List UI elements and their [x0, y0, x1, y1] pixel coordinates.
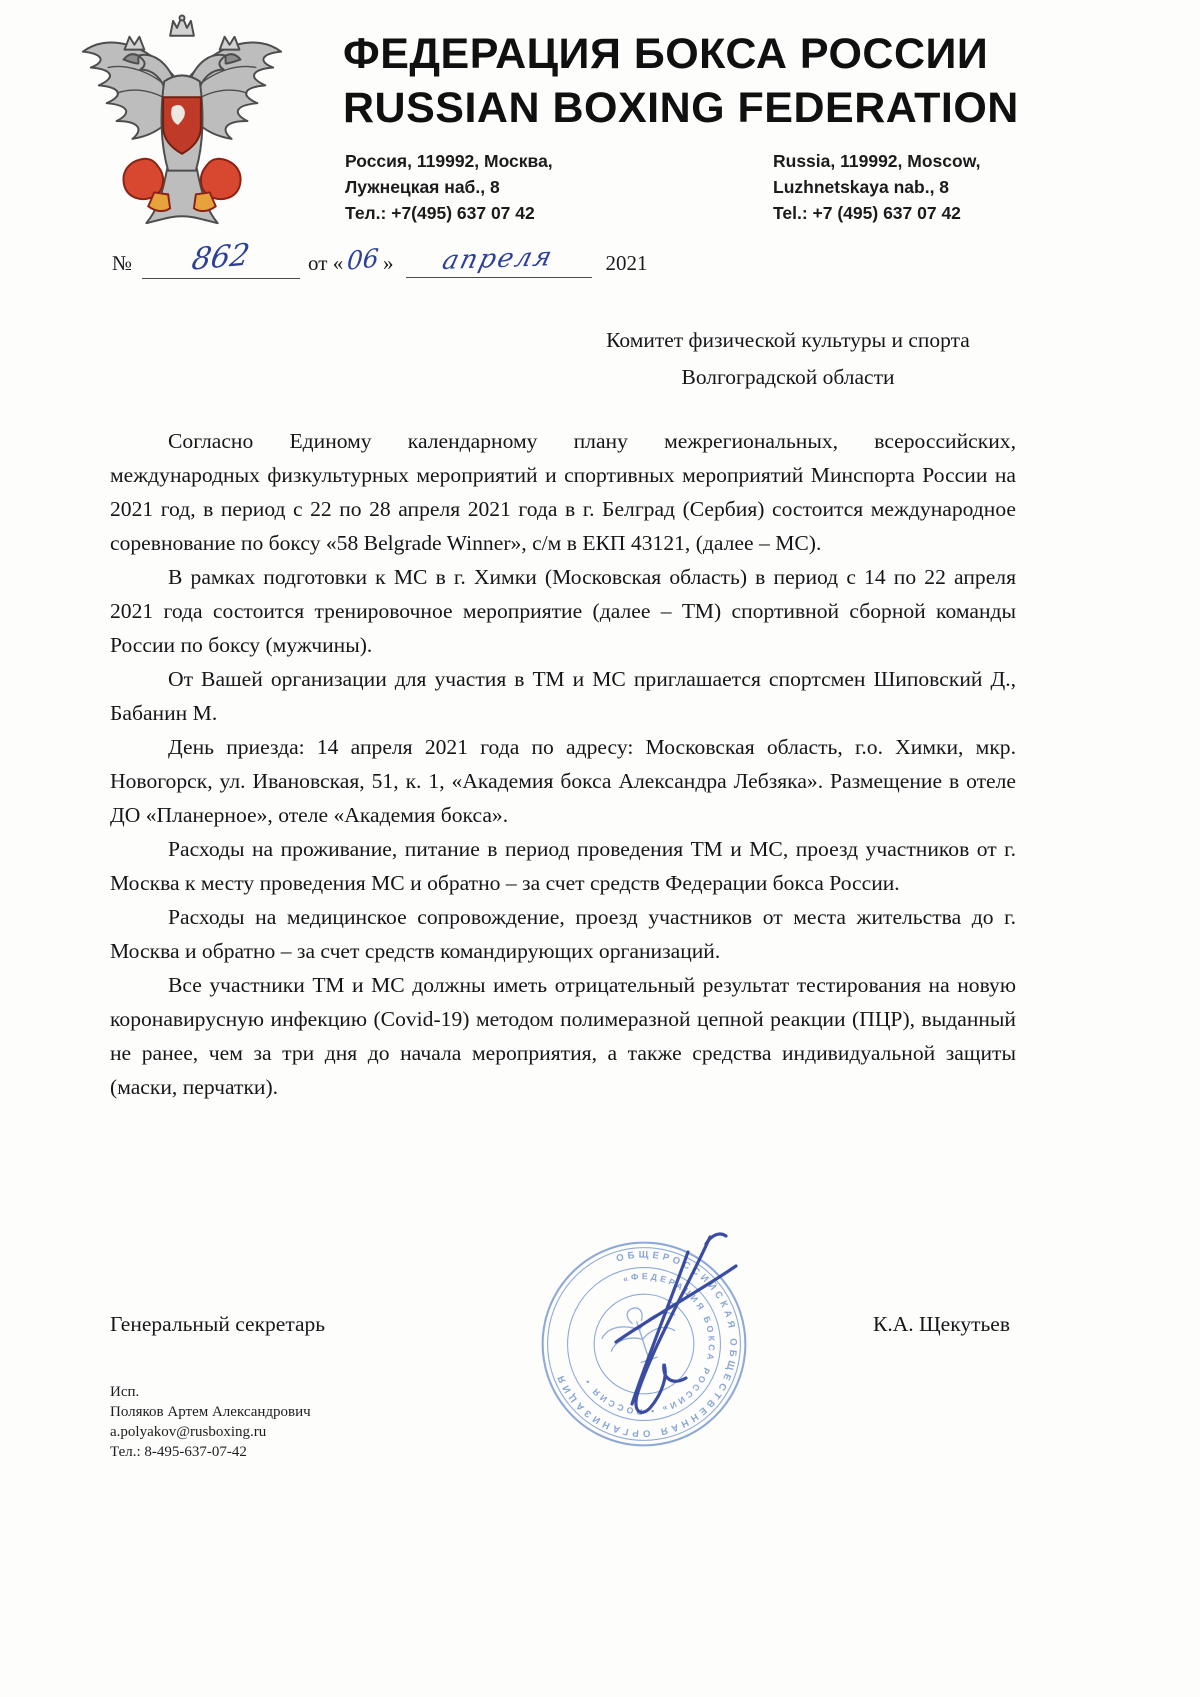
address-ru-line1: Россия, 119992, Москва,: [345, 151, 553, 171]
body-paragraph-2: В рамках подготовки к МС в г. Химки (Московская область) в период с 14 по 22 апреля 2021 года состоится тренировочное мероприятие (далее – ТМ) спортивной сборной команды России по боксу (мужчины).: [110, 565, 1016, 657]
body-paragraph-7: Все участники ТМ и МС должны иметь отрицательный результат тестирования на новую коронавирусную инфекцию (Covid-19) методом полимеразной цепной реакции (ПЦР), выданный не ранее, чем за три дня до начала мероприятия, а также средства индивидуальной защиты (маски, перчатки).: [110, 973, 1016, 1099]
recipient-line1: Комитет физической культуры и спорта: [606, 328, 970, 352]
stamp-inner-text: «ФЕДЕРАЦИЯ БОКСА РОССИИ» • РОССИЯ •: [581, 1271, 717, 1417]
org-address-en: [773, 148, 981, 226]
reference-line: [112, 237, 648, 279]
org-title-ru: ФЕДЕРАЦИЯ БОКСА РОССИИ: [343, 30, 989, 78]
handwritten-signature: [520, 1222, 820, 1452]
org-address-ru: [345, 148, 553, 226]
body-paragraph-3: От Вашей организации для участия в ТМ и МС приглашается спортсмен Шиповский Д., Бабанин М.: [110, 667, 1016, 725]
executor-block: [110, 1382, 311, 1462]
executor-label: Исп.: [110, 1384, 140, 1400]
crowns-icon: [125, 15, 240, 49]
federation-emblem: [72, 12, 292, 240]
letter-number-handwritten: 862: [189, 237, 253, 278]
executor-name: Поляков Артем Александрович: [110, 1404, 311, 1420]
date-day-handwritten: 06: [346, 243, 380, 276]
date-month-blank: [406, 241, 592, 278]
stamp-outer-text: ОБЩЕРОССИЙСКАЯ ОБЩЕСТВЕННАЯ ОРГАНИЗАЦИЯ: [554, 1249, 739, 1439]
executor-phone: Тел.: 8-495-637-07-42: [110, 1444, 247, 1460]
address-en-line1: Russia, 119992, Moscow,: [773, 151, 981, 171]
letter-number-blank: [142, 237, 300, 279]
address-ru-line2: Лужнецкая наб., 8: [345, 177, 500, 197]
recipient-line2: Волгоградской области: [681, 365, 895, 389]
recipient-block: [555, 322, 1021, 396]
signature-row: [110, 1312, 1010, 1337]
address-en-line2: Luzhnetskaya nab., 8: [773, 177, 950, 197]
body-paragraph-5: Расходы на проживание, питание в период проведения ТМ и МС, проезд участников от г. Москва к месту проведения МС и обратно – за счет средств Федерации бокса России.: [110, 837, 1016, 895]
body-paragraph-6: Расходы на медицинское сопровождение, проезд участников от места жительства до г. Москва и обратно – за счет средств командирующих организаций.: [110, 905, 1016, 963]
address-ru-line3: Тел.: +7(495) 637 07 42: [345, 203, 535, 223]
date-month-handwritten: апреля: [439, 241, 558, 277]
date-close-quote: »: [383, 251, 394, 275]
date-year: 2021: [605, 251, 648, 275]
letter-body: [110, 424, 1016, 1104]
signer-role: Генеральный секретарь: [110, 1312, 326, 1336]
body-paragraph-4: День приезда: 14 апреля 2021 года по адресу: Московская область, г.о. Химки, мкр. Новогорск, ул. Ивановская, 51, к. 1, «Академия бокса Александра Лебзяка». Размещение в отеле ДО «Планерное», отеле «Академия бокса».: [110, 735, 1016, 827]
double-headed-eagle-icon: [72, 12, 292, 240]
date-from-label: от «: [308, 251, 344, 275]
address-en-line3: Tel.: +7 (495) 637 07 42: [773, 203, 961, 223]
executor-email: a.polyakov@rusboxing.ru: [110, 1424, 267, 1440]
signer-name: К.А. Щекутьев: [872, 1312, 1010, 1336]
number-sign-label: №: [112, 251, 133, 275]
org-title-en: RUSSIAN BOXING FEDERATION: [343, 84, 1019, 132]
body-paragraph-1: Согласно Единому календарному плану межрегиональных, всероссийских, международных физкультурных мероприятий и спортивных мероприятий Минспорта России на 2021 год, в период с 22 по 28 апреля 2021 года в г. Белград (Сербия) состоится международное соревнование по боксу «58 Belgrade Winner», с/м в ЕКП 43121, (далее – МС).: [110, 429, 1016, 555]
